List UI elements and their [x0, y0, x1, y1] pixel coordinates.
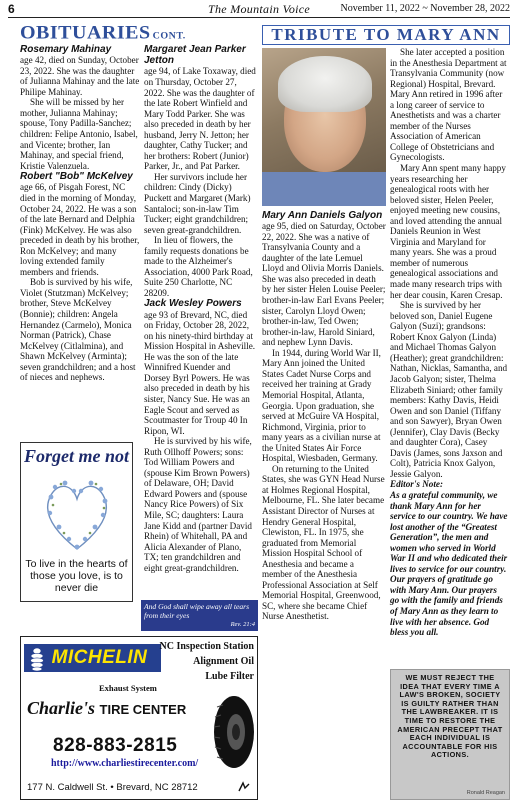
tribute-paragraph: On returning to the United States, she was GYN Head Nurse at Holmes Regional Hospital, Melbourne, FL. She later became Assistant Director of Nurses at Hendry General Hospital, Clewiston, FL. In 1975, she graduated from Memorial Mission Hospital School of Anesthesia and became a member of the Anesthesia Professional Association at Self Memorial Hospital, Greenwood, SC, where she became Chief Nurse Anesthetist.: [262, 463, 385, 622]
tribute-paragraph: Mary Ann spent many happy years researching her genealogical roots with her beloved sister, Helen Peeler, enjoyed meeting new cousins, and loved attending the annual Daniels Reunion in West Virginia and Maryland for many years. She was a proud member of numerous genealogical associations and made many research trips with her dear cousin, Karen Cresap.: [390, 163, 506, 300]
michelin-logo: [24, 644, 161, 672]
michelin-man-icon: [29, 647, 45, 671]
page-header: [8, 2, 510, 18]
obituary-paragraph: Bob is survived by his wife, Violet (Stutzman) McKelvey; brother, Steve McKelvey (Bonnie); children: Angela Hernandez (Carmelo), Monica Norman (Patrick), Chase McKelvey (Citlalmina), and Shawn McKelvey (Arminta); seven grandchildren; and a host of nieces and nephews.: [20, 277, 136, 383]
obituary-column-b: [144, 44, 257, 573]
verse-text: And God shall wipe away all tears from their eyes: [144, 602, 250, 620]
michelin-wordmark: MICHELIN: [51, 647, 148, 668]
obituary-name: Robert "Bob" McKelvey: [20, 171, 133, 183]
obituary-name: Margaret Jean Parker Jetton: [144, 44, 246, 67]
obituary-paragraph: age 66, of Pisgah Forest, NC died in the morning of Monday, October 24, 2022. He was a son of the late Bernard and Delphia (Fink) McKelvey. He was also preceded in death by his brother, Ron McKelvey; and many loving extended family members and friends.: [20, 182, 140, 277]
tribute-column-d: [390, 47, 508, 638]
tribute-portrait-photo: [262, 48, 386, 206]
tribute-paragraph: age 95, died on Saturday, October 22, 2022. She was a native of Transylvania County and a daughter of the late Lemuel Lloyd and Olivia Morris Daniels. She was also preceded in death by her sister Helen Louise Peeler; brother-in-law Earl Evans Peeler; sister, Carolyn Lloyd Owen; brother-in-law, Ted Owen; brother-in-law, Harold Siniard, and nephew Lynn Davis.: [262, 221, 386, 348]
masthead: The Mountain Voice: [208, 2, 311, 16]
tribute-paragraph: In 1944, during World War II, Mary Ann joined the United States Cadet Nurse Corps and received her training at Grady Memorial Hospital, Atlanta, Georgia. Upon graduation, she served at McGuire VA Hospital, Richmond, Virginia, prior to many years as a civilian nurse at the United States Air Force Hospital, Wiesbaden, Germany.: [262, 347, 381, 464]
brand-name: [27, 698, 186, 719]
obituary-paragraph: He is survived by his wife, Ruth Ollhoff Powers; sons: Tod William Powers and (spouse Kim Brown Powers) of Delaware, OH; David Edward Powers and (spouse Nancy Rice Powers) of Six Mile, SC; daughters: Laura Jane Kidd and (partner David Rhein) of Whitehall, PA and Alicia Alexander of Plano, TX; ten grandchildren and eight great-grandchildren.: [144, 436, 252, 573]
portrait-hair: [278, 56, 372, 112]
page-number: 6: [8, 2, 15, 16]
tribute-paragraph: She later accepted a position in the Anesthesia Department at Transylvania Community (now Regional) Hospital, Brevard. Mary Ann retired in 1996 after a long career of service to Anesthetists and was a charter member of the Nurses Association of American College of Obstetricians and Gynecologists.: [390, 47, 507, 163]
brand-script: Charlie's: [27, 698, 96, 718]
bible-verse-box: [141, 600, 258, 631]
small-logo-icon: [237, 781, 251, 793]
exhaust-label: Exhaust System: [99, 683, 157, 693]
editor-note-label: Editor's Note:: [390, 479, 443, 490]
quote-text: WE MUST REJECT THE IDEA THAT EVERY TIME A LAW'S BROKEN, SOCIETY IS GUILTY RATHER THAN THE LAWBREAKER. IT IS TIME TO RESTORE THE AMERICAN PRECEPT THAT EACH INDIVIDUAL IS ACCOUNTABLE FOR HIS ACTIONS.: [397, 673, 503, 760]
obituary-paragraph: age 42, died on Sunday, October 23, 2022. She was the daughter of Julianna Mahinay and the late Philipe Mahinay.: [20, 55, 140, 97]
obituary-paragraph: In lieu of flowers, the family requests donations be made to the Alzheimer's Association, 4000 Park Road, Suite 250 Charlotte, NC 28209.: [144, 235, 253, 298]
obituary-paragraph: Her survivors include her children: Cindy (Dicky) Puckett and Margaret (Mark) Santaloci; son-in-law Tim Tucker; eight grandchildren; seven great-grandchildren.: [144, 171, 251, 235]
reagan-quote-box: [390, 669, 510, 800]
street-address: 177 N. Caldwell St. • Brevard, NC 28712: [27, 782, 198, 793]
service-item: NC Inspection Station: [159, 641, 254, 652]
forget-me-not-title: Forget me not: [23, 446, 129, 466]
tribute-heading: TRIBUTE TO MARY ANN: [271, 25, 501, 44]
phone-number: 828-883-2815: [53, 735, 178, 756]
floral-heart-icon: [41, 471, 113, 555]
tribute-paragraph: She is survived by her beloved son, Daniel Eugene Galyon (Suzi); grandsons: Robert Knox Galyon (Linda) and Michael Thomas Galyon (Heather); great grandchildren: Nathan, Nicklas, Samantha, and Jacob Galyon; sister, Thelma Elizabeth Siniard; other family members: Kathy Davis, Heidi Owen and son Daniel (Tiffany and son Sawyer), Bryan Owen (Jennifer), Clay Davis (Becky and daughter Cora), Casey Davis (James, sons Jaxson and Colt), Patricia Knox Galyon, Jessie Galyon.: [390, 300, 508, 479]
editor-note-text: As a grateful community, we thank Mary Ann for her service to our country. We have lost another of the “Greatest Generation”, the men and women who served in World War II and who dedicated their lives to service for our country. Our prayers of gratitude go with Mary Ann. Our prayers go with the family and friends of Mary Ann as they learn to live with her absence. God bless you all.: [390, 489, 508, 638]
obituary-name: Jack Wesley Powers: [144, 298, 242, 310]
obituary-paragraph: She will be missed by her mother, Julianna Mahinay; spouse, Tony Padilla-Sanchez; children: Felipe Antonio, Isabel, and Vicente; brother, Ian Mahinay, and special friend, Kristie Valenzuela.: [20, 97, 138, 171]
brand-suffix: TIRE CENTER: [99, 702, 187, 717]
tribute-column-c: [262, 210, 386, 622]
issue-dates: November 11, 2022 ~ November 28, 2022: [340, 3, 510, 14]
obituaries-heading: [20, 23, 186, 45]
charlies-tire-center-ad: [20, 636, 258, 800]
service-list: [160, 639, 254, 684]
website-link[interactable]: http://www.charliestirecenter.com/: [51, 758, 199, 769]
forget-me-not-box: [20, 442, 133, 602]
service-item: Lube Filter: [205, 671, 254, 682]
portrait-shirt: [262, 172, 386, 206]
obituaries-title: OBITUARIES: [20, 22, 151, 44]
verse-reference: Rev. 21:4: [230, 621, 255, 628]
obituary-paragraph: age 94, of Lake Toxaway, died on Thursday, October 27, 2022. She was the daughter of the late Robert Winfield and Mary Todd Parker. She was also preceded in death by her husband, Jerry N. Jetton; her daughter, Cathy Tucker; and her brothers: Robert (Junior) Parker, Jr., and Pat Parker.: [144, 66, 256, 172]
forget-me-not-caption: To live in the hearts of those you love, is to never die: [25, 558, 128, 594]
obituary-name: Rosemary Mahinay: [20, 44, 112, 55]
obituaries-cont: CONT.: [152, 31, 186, 42]
quote-author: Ronald Reagan: [466, 790, 505, 796]
obituary-column-a: [20, 44, 140, 383]
service-item: Alignment Oil: [193, 656, 254, 667]
tribute-heading-box: [262, 25, 510, 45]
tire-icon: [213, 695, 255, 769]
tribute-name: Mary Ann Daniels Galyon: [262, 210, 383, 221]
obituary-paragraph: age 93 of Brevard, NC, died on Friday, October 28, 2022, on his ninety-third birthday at Mission Hospital in Asheville. He was the son of the late Winnifred Kuender and Dorsey Byrl Powers. He was also preceded in death by his sister, Nancy Sue. He was an Eagle Scout and served as Scoutmaster for Troup 40 In Ripon, WI.: [144, 309, 256, 436]
